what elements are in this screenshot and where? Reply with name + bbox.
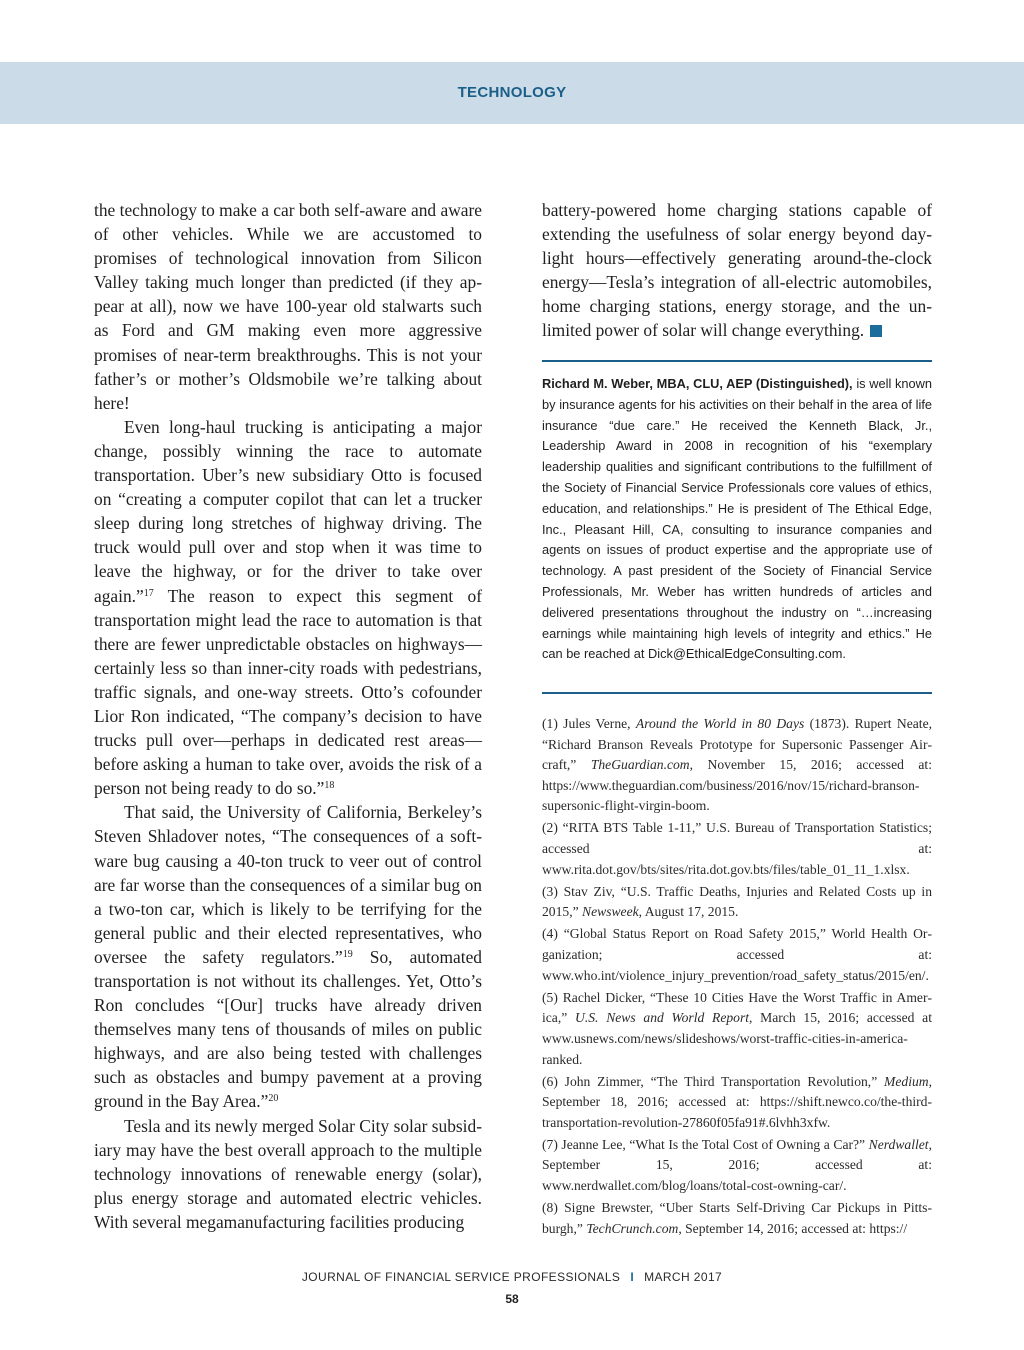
endnote-item: (4) “Global Status Report on Road Safety 2015,” World Health Organization; accessed at: www.who.int/violence_injury_prevention/road_safety_status/2015/en/. bbox=[542, 926, 932, 983]
section-label: TECHNOLOGY bbox=[457, 84, 567, 101]
author-bio-text: is well known by insurance agents for his activities on their behalf in the area of life insurance “due care.” He received the Kenneth Black, Jr., Leadership Award in 2008 in recognition of his “exemplary leadership qualities and significant contributions to the fulfillment of the Society of Financial Service Professionals core values of ethics, education, and relationships.” He is president of The Ethical Edge, Inc., Pleasant Hill, CA, consulting to insurance companies and agents on issues of product expertise and the appropriate use of technology. A past president of the Society of Financial Service Professionals, Mr. Weber has written hundreds of articles and delivered presentations throughout the industry on “…increasing earnings while maintaining high levels of integrity and ethics.” He can be reached at Dick@EthicalEdgeConsulting.com. bbox=[542, 376, 932, 662]
paragraph-text: So, automated transportation is not without its challenges. Yet, Otto’s Ron concludes “[Our] trucks have already driven themselves many tens of thousands of miles on public highways, and are also being tested with challenges such as obstacles and bumpy pavement at a proving ground in the Bay Area.” bbox=[94, 946, 482, 1112]
paragraph-text: the technology to make a car both self-aware and aware of other vehicles. While we are accustomed to promises of technological innovation from Silicon Valley taking much longer than predicted (if they appear at all), now we have 100-year old stalwarts such as Ford and GM making even more aggressive promises of near-term breakthroughs. This is not your father’s or mother’s Oldsmobile we’re talking about here! bbox=[94, 200, 482, 413]
footer-separator: I bbox=[630, 1270, 635, 1284]
bio-top-rule bbox=[542, 360, 932, 362]
endnotes bbox=[542, 714, 932, 1241]
footnote-ref-19: 19 bbox=[342, 948, 353, 960]
endnote-item: (8) Signe Brewster, “Uber Starts Self-Driving Car Pickups in Pittsburgh,” TechCrunch.com, September 14, 2016; accessed at: https:// bbox=[542, 1200, 932, 1236]
author-name: Richard M. Weber, MBA, CLU, AEP (Distinguished), bbox=[542, 376, 853, 391]
body-paragraph-2 bbox=[94, 415, 482, 801]
footnote-ref-18: 18 bbox=[324, 780, 335, 792]
paragraph-text: Even long-haul trucking is anticipating a major change, possibly winning the race to automate transportation. Uber’s new subsidiary Otto is focused on “creating a computer copilot that can let a trucker sleep during long stretches of highway driving. The truck would pull over and stop when it was time to leave the highway, or for the driver to take over again.” bbox=[94, 416, 482, 606]
endnote-item: (5) Rachel Dicker, “These 10 Cities Have the Worst Traffic in America,” U.S. News and World Report, March 15, 2016; accessed at www.usnews.com/news/slideshows/worst-traffic-cities-in-america-ranked. bbox=[542, 989, 932, 1067]
footnote-ref-20: 20 bbox=[268, 1093, 279, 1105]
end-of-article-mark bbox=[870, 325, 882, 337]
endnote-item: (7) Jeanne Lee, “What Is the Total Cost of Owning a Car?” Nerdwallet, September 15, 2016; accessed at: www.nerdwallet.com/blog/loans/total-cost-owning-car/. bbox=[542, 1136, 932, 1194]
journal-name: JOURNAL OF FINANCIAL SERVICE PROFESSIONALS bbox=[301, 1270, 621, 1284]
paragraph-text: battery-powered home charging stations capable of extending the usefulness of solar energy beyond daylight hours—effectively generating around-the-clock energy—Tesla’s integration of all-electric automobiles, home charging stations, energy storage, and the unlimited power of solar will change everything. bbox=[542, 200, 932, 341]
footer bbox=[0, 1270, 1024, 1284]
endnote-item: (3) Stav Ziv, “U.S. Traffic Deaths, Injuries and Related Costs up in 2015,” Newsweek, August 17, 2015. bbox=[542, 883, 932, 920]
paragraph-text: Tesla and its newly merged Solar City solar subsidiary may have the best overall approach to the multiple technology innovations of renewable energy (solar), plus energy storage and automated electric vehicles. With several megamanufacturing facilities producing bbox=[94, 1115, 482, 1232]
author-bio bbox=[542, 374, 932, 665]
endnote-item: (2) “RITA BTS Table 1-11,” U.S. Bureau of Transportation Statistics; accessed at: www.rita.dot.gov/bts/sites/rita.dot.gov.bts/files/table_01_11_1.xlsx. bbox=[542, 820, 932, 877]
endnote-item: (1) Jules Verne, Around the World in 80 Days (1873). Rupert Neate, “Richard Branson Reveals Prototype for Supersonic Passenger Aircraft,” TheGuardian.com, November 15, 2016; accessed at: https://www.theguardian.com/business/2016/nov/15/richard-branson-supersonic-flight-virgin-boom. bbox=[542, 716, 933, 814]
bio-bottom-rule bbox=[542, 692, 932, 694]
endnote-item: (6) John Zimmer, “The Third Transportation Revolution,” Medium, September 18, 2016; accessed at: https://shift.newco.co/the-third-transportation-revolution-27860f05fa91#.6lvhh3xfw. bbox=[542, 1073, 932, 1130]
paragraph-text: That said, the University of California, Berkeley’s Steven Shladover notes, “The consequences of a software bug causing a 40-ton truck to veer out of control are far worse than the consequences of a similar bug on a two-ton car, which is likely to be terrifying for the general public and their elected representatives, who oversee the safety regulators.” bbox=[94, 802, 482, 967]
left-column bbox=[94, 198, 482, 1234]
issue-date: MARCH 2017 bbox=[644, 1270, 723, 1284]
body-paragraph-5 bbox=[542, 198, 932, 343]
footnote-ref-17: 17 bbox=[143, 587, 154, 599]
body-paragraph-4 bbox=[94, 1114, 482, 1234]
body-paragraph-1 bbox=[94, 198, 482, 415]
body-paragraph-3 bbox=[94, 800, 482, 1113]
right-column bbox=[542, 198, 932, 343]
page-number: 58 bbox=[505, 1292, 519, 1306]
paragraph-text: The reason to expect this segment of transportation might lead the race to automation is that there are fewer unpredictable obstacles on highways—certainly less so than inner-city roads with pedestrians, traffic signals, and one-way streets. Otto’s cofounder Lior Ron indicated, “The company’s decision to have trucks pull over—perhaps in dedicated rest areas—before asking a human to take over, avoids the risk of a person not being ready to do so.” bbox=[94, 585, 482, 799]
